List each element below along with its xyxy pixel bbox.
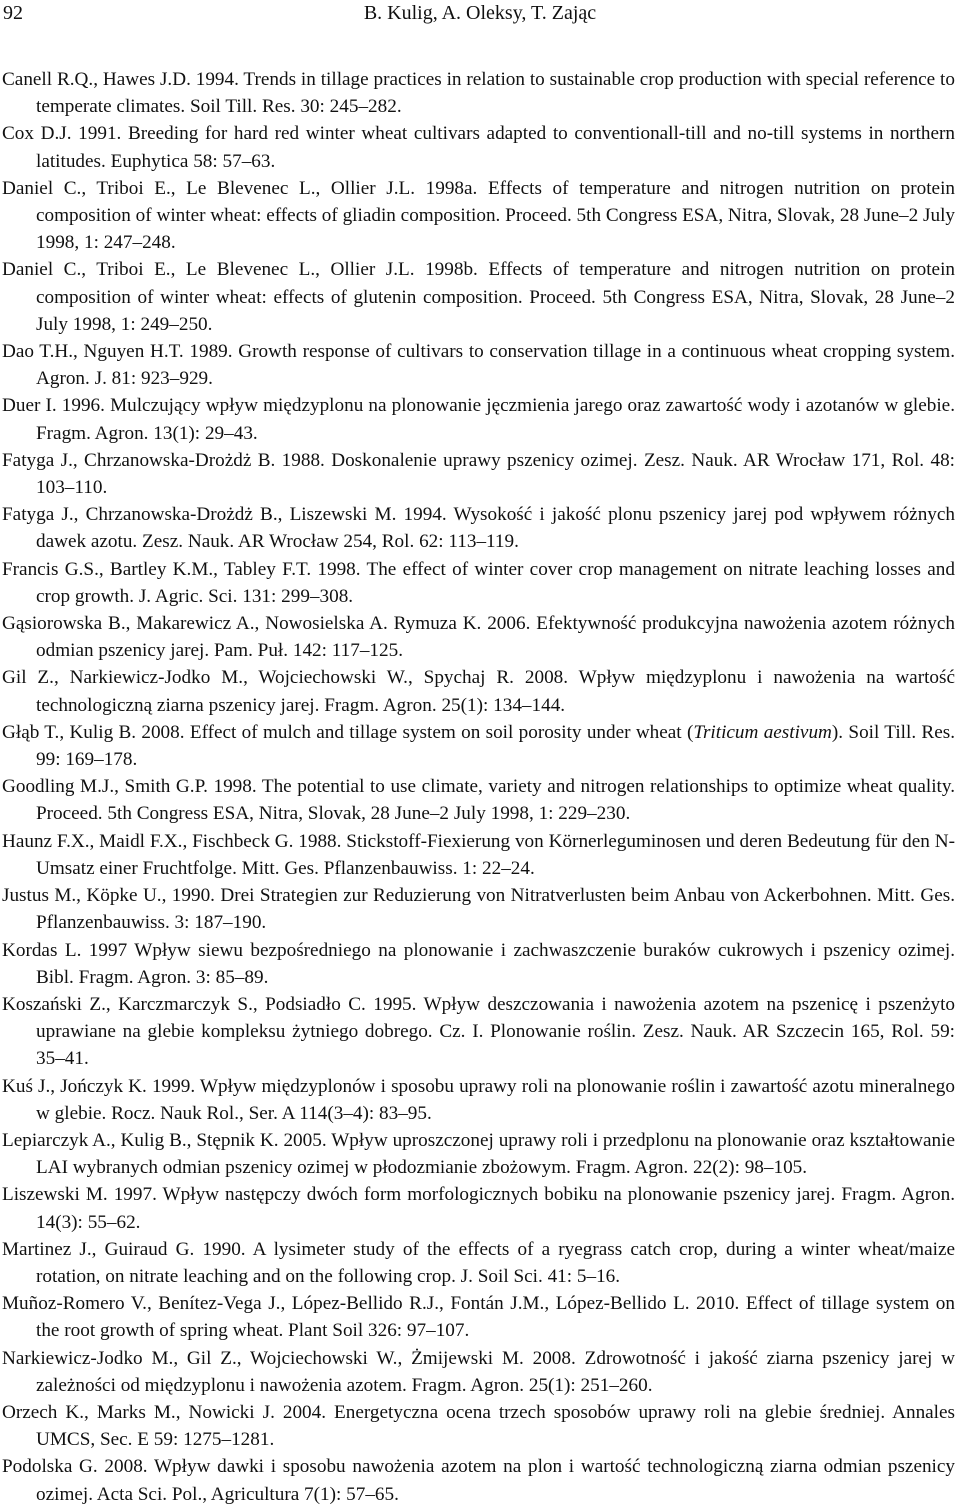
reference-entry: Canell R.Q., Hawes J.D. 1994. Trends in tillage practices in relation to sustainable crop production with special reference to temperate climates. Soil Till. Res. 30: 245–282. xyxy=(2,69,955,118)
reference-entry: Cox D.J. 1991. Breeding for hard red winter wheat cultivars adapted to conventionall-till and no-till systems in northern latitudes. Euphytica 58: 57–63. xyxy=(2,123,955,172)
reference-list xyxy=(2,66,955,1508)
reference-entry: Gil Z., Narkiewicz-Jodko M., Wojciechowski W., Spychaj R. 2008. Wpływ międzyplonu i nawożenia na wartość technologiczną ziarna pszenicy jarej. Fragm. Agron. 25(1): 134–144. xyxy=(2,667,955,716)
reference-entry: Daniel C., Triboi E., Le Blevenec L., Ollier J.L. 1998b. Effects of temperature and nitrogen nutrition on protein composition of winter wheat: effects of glutenin composition. Proceed. 5th Congress ESA, Nitra, Slovak, 28 June–2 July 1998, 1: 249–250. xyxy=(2,259,955,335)
reference-entry: Gąsiorowska B., Makarewicz A., Nowosielska A. Rymuza K. 2006. Efektywność produkcyjna nawożenia azotem różnych odmian pszenicy jarej. Pam. Puł. 142: 117–125. xyxy=(2,613,955,662)
reference-entry: Justus M., Köpke U., 1990. Drei Strategien zur Reduzierung von Nitratverlusten beim Anbau von Ackerbohnen. Mitt. Ges. Pflanzenbauwiss. 3: 187–190. xyxy=(2,885,955,934)
reference-entry: Podolska G. 2008. Wpływ dawki i sposobu nawożenia azotem na plon i wartość technologiczną ziarna odmian pszenicy ozimej. Acta Sci. Pol., Agricultura 7(1): 57–65. xyxy=(2,1456,955,1505)
reference-entry: Liszewski M. 1997. Wpływ następczy dwóch form morfologicznych bobiku na plonowanie pszenicy jarej. Fragm. Agron. 14(3): 55–62. xyxy=(2,1184,955,1233)
reference-entry: Koszański Z., Karczmarczyk S., Podsiadło C. 1995. Wpływ deszczowania i nawożenia azotem na pszenicę i pszenżyto uprawiane na glebie kompleksu żytniego dobrego. Cz. I. Plonowanie roślin. Zesz. Nauk. AR Szczecin 165, Rol. 59: 35–41. xyxy=(2,993,955,1070)
reference-entry xyxy=(2,719,955,773)
species-name: Triticum aestivum xyxy=(693,721,832,743)
reference-entry: Kuś J., Jończyk K. 1999. Wpływ międzyplonów i sposobu uprawy roli na plonowanie roślin i zawartość azotu mineralnego w glebie. Rocz. Nauk Rol., Ser. A 114(3–4): 83–95. xyxy=(2,1075,955,1124)
reference-entry: Dao T.H., Nguyen H.T. 1989. Growth response of cultivars to conservation tillage in a continuous wheat cropping system. Agron. J. 81: 923–929. xyxy=(2,341,955,390)
reference-entry: Narkiewicz-Jodko M., Gil Z., Wojciechowski W., Żmijewski M. 2008. Zdrowotność i jakość ziarna pszenicy jarej w zależności od międzyplonu i nawożenia azotem. Fragm. Agron. 25(1): 251–260. xyxy=(2,1347,955,1396)
page-header xyxy=(0,0,960,30)
reference-entry: Martinez J., Guiraud G. 1990. A lysimeter study of the effects of a ryegrass catch crop, during a winter wheat/maize rotation, on nitrate leaching and on the following crop. J. Soil Sci. 41: 5–16. xyxy=(2,1238,955,1287)
reference-entry: Daniel C., Triboi E., Le Blevenec L., Ollier J.L. 1998a. Effects of temperature and nitrogen nutrition on protein composition of winter wheat: effects of gliadin composition. Proceed. 5th Congress ESA, Nitra, Slovak, 28 June–2 July 1998, 1: 247–248. xyxy=(2,177,955,254)
reference-entry: Francis G.S., Bartley K.M., Tabley F.T. 1998. The effect of winter cover crop management on nitrate leaching losses and crop growth. J. Agric. Sci. 131: 299–308. xyxy=(2,558,955,607)
reference-entry: Kordas L. 1997 Wpływ siewu bezpośredniego na plonowanie i zachwaszczenie buraków cukrowych i pszenicy ozimej. Bibl. Fragm. Agron. 3: 85–89. xyxy=(2,939,955,988)
reference-entry: Lepiarczyk A., Kulig B., Stępnik K. 2005. Wpływ uproszczonej uprawy roli i przedplonu na plonowanie oraz kształtowanie LAI wybranych odmian pszenicy ozimej w płodozmianie zbożowym. Fragm. Agron. 22(2): 98–105. xyxy=(2,1129,955,1179)
reference-entry: Fatyga J., Chrzanowska-Drożdż B. 1988. Doskonalenie uprawy pszenicy ozimej. Zesz. Nauk. AR Wrocław 171, Rol. 48: 103–110. xyxy=(2,449,955,499)
running-head: B. Kulig, A. Oleksy, T. Zając xyxy=(363,2,597,24)
reference-entry: Haunz F.X., Maidl F.X., Fischbeck G. 1988. Stickstoff-Fiexierung von Körnerleguminosen und deren Bedeutung für den N-Umsatz einer Fruchtfolge. Mitt. Ges. Pflanzenbauwiss. 1: 22–24. xyxy=(2,830,955,879)
reference-entry: Orzech K., Marks M., Nowicki J. 2004. Energetyczna ocena trzech sposobów uprawy roli na glebie średniej. Annales UMCS, Sec. E 59: 1275–1281. xyxy=(2,1401,955,1451)
reference-entry: Duer I. 1996. Mulczujący wpływ międzyplonu na plonowanie jęczmienia jarego oraz zawartość wody i azotanów w glebie. Fragm. Agron. 13(1): 29–43. xyxy=(2,395,955,444)
page-number: 92 xyxy=(3,2,23,24)
reference-text: Głąb T., Kulig B. 2008. Effect of mulch and tillage system on soil porosity under wheat ( xyxy=(2,721,694,743)
reference-entry: Muñoz-Romero V., Benítez-Vega J., López-Bellido R.J., Fontán J.M., López-Bellido L. 2010. Effect of tillage system on the root growth of spring wheat. Plant Soil 326: 97–107. xyxy=(2,1293,955,1342)
reference-entry: Fatyga J., Chrzanowska-Drożdż B., Liszewski M. 1994. Wysokość i jakość plonu pszenicy jarej pod wpływem różnych dawek azotu. Zesz. Nauk. AR Wrocław 254, Rol. 62: 113–119. xyxy=(2,504,955,553)
reference-text: ). Soil Till. Res. 99: 169–178. xyxy=(36,721,956,771)
reference-entry: Goodling M.J., Smith G.P. 1998. The potential to use climate, variety and nitrogen relationships to optimize wheat quality. Proceed. 5th Congress ESA, Nitra, Slovak, 28 June–2 July 1998, 1: 229–230. xyxy=(2,776,955,825)
